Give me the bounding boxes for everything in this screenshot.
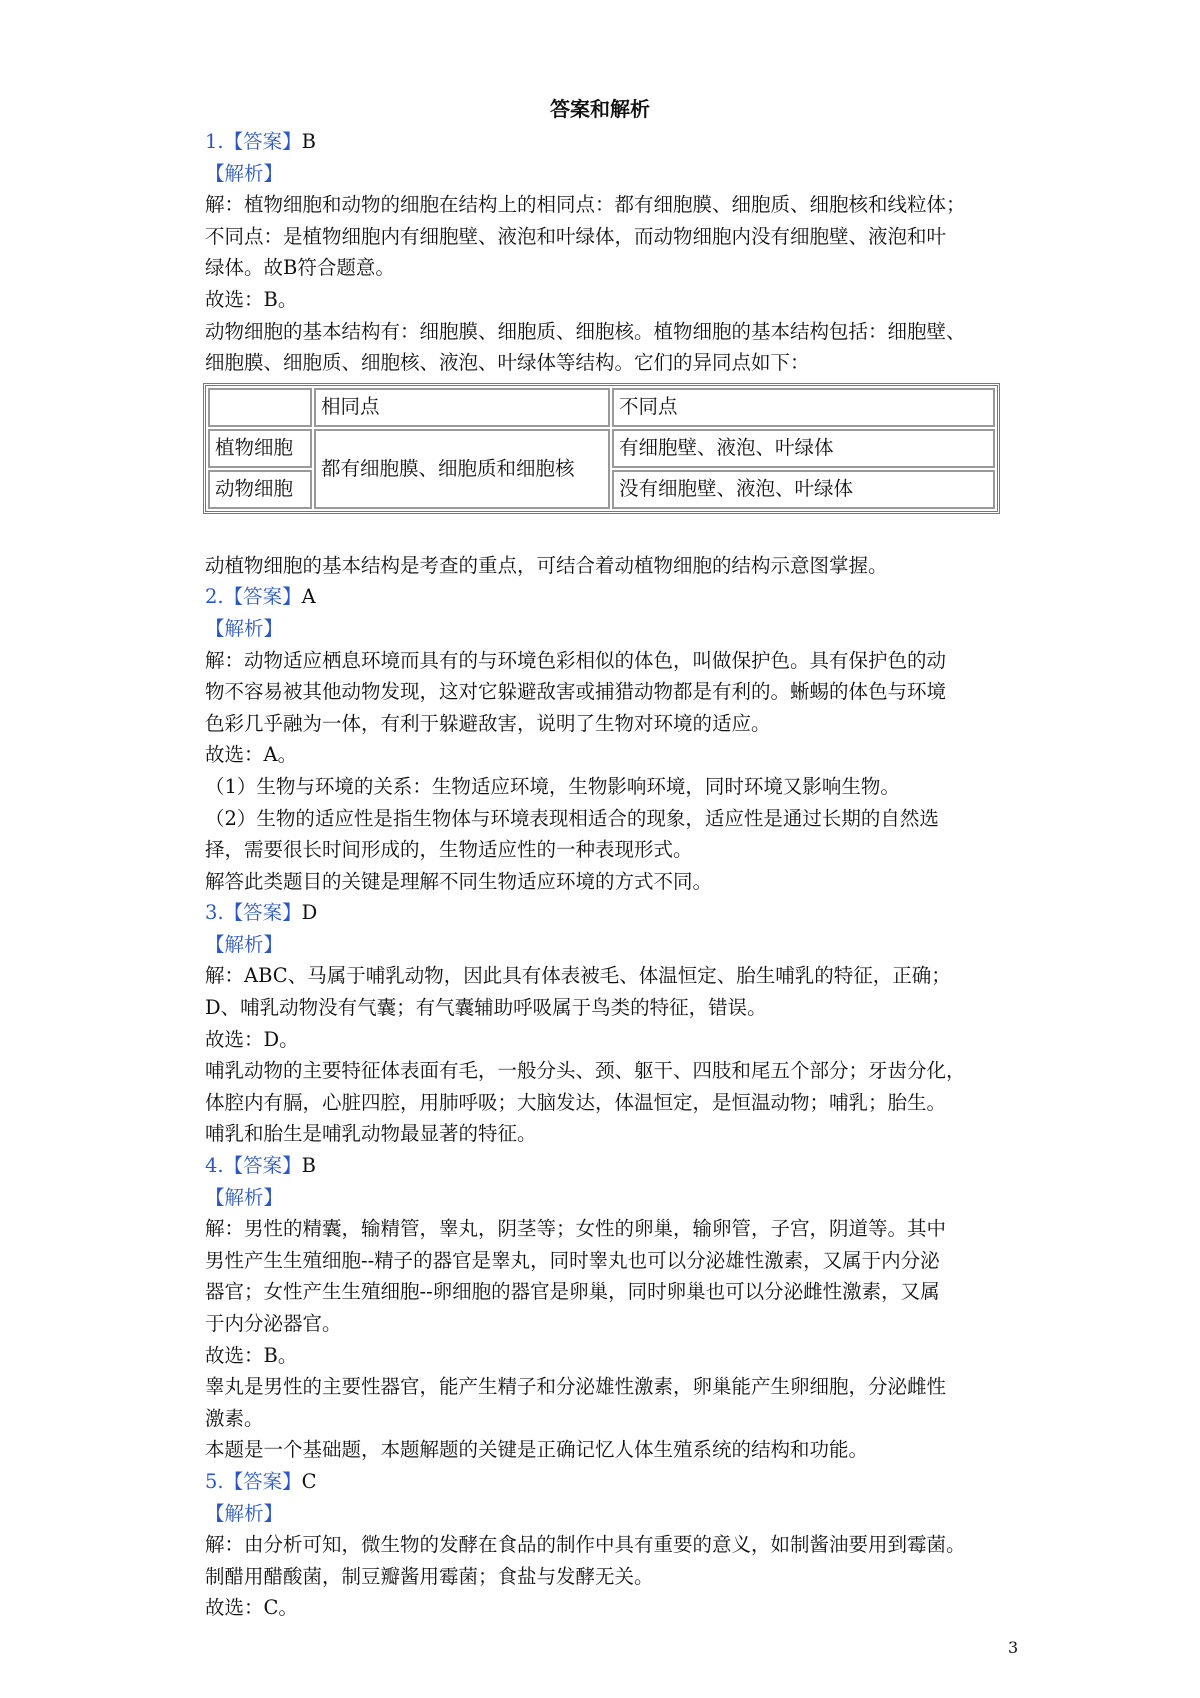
q1-analysis-label: 【解析】	[205, 161, 284, 185]
q3-line: 解：ABC、马属于哺乳动物，因此具有体表被毛、体温恒定、胎生哺乳的特征，正确；	[205, 964, 951, 988]
q2-analysis-label: 【解析】	[205, 616, 284, 640]
q5-line: 制醋用醋酸菌，制豆瓣酱用霉菌；食盐与发酵无关。	[205, 1564, 654, 1588]
comparison-table	[203, 383, 1000, 514]
q4-answer-label: 4.【答案】	[205, 1154, 302, 1178]
table-cell-same: 都有细胞膜、细胞质和细胞核	[314, 429, 610, 509]
q2-point-1: （1）生物与环境的关系：生物适应环境，生物影响环境，同时环境又影响生物。	[205, 774, 900, 798]
q5-answer-line	[205, 1466, 1005, 1498]
q3-line: D、哺乳动物没有气囊；有气囊辅助呼吸属于鸟类的特征，错误。	[205, 996, 767, 1020]
table-cell-plant-diff: 有细胞壁、液泡、叶绿体	[612, 429, 995, 468]
table-row-label-plant: 植物细胞	[208, 429, 312, 468]
q1-summary: 动植物细胞的基本结构是考查的重点，可结合着动植物细胞的结构示意图掌握。	[205, 553, 888, 577]
q4-answer: B	[301, 1154, 316, 1178]
table-header-same: 相同点	[314, 388, 610, 427]
q3-line: 哺乳动物的主要特征体表面有毛，一般分头、颈、躯干、四肢和尾五个部分；牙齿分化，	[205, 1059, 966, 1083]
q4-line: 睾丸是男性的主要性器官，能产生精子和分泌雄性激素，卵巢能产生卵细胞，分泌雌性	[205, 1375, 947, 1399]
q4-line: 解：男性的精囊，输精管，睾丸，阴茎等；女性的卵巢，输卵管，子宫，阴道等。其中	[205, 1217, 947, 1241]
q2-summary: 解答此类题目的关键是理解不同生物适应环境的方式不同。	[205, 869, 713, 893]
q4-answer-line	[205, 1150, 1005, 1182]
q5-analysis-label: 【解析】	[205, 1501, 284, 1525]
answer-content	[205, 126, 1005, 1624]
q5-answer: C	[301, 1469, 317, 1493]
q3-line: 故选：D。	[205, 1027, 299, 1051]
q2-line: 物不容易被其他动物发现，这对它躲避敌害或捕猎动物都是有利的。蜥蜴的体色与环境	[205, 680, 947, 704]
q3-answer: D	[301, 901, 318, 925]
q4-line: 于内分泌器官。	[205, 1312, 342, 1335]
q1-line: 解：植物细胞和动物的细胞在结构上的相同点：都有细胞膜、细胞质、细胞核和线粒体；	[205, 193, 966, 217]
table-header-blank	[208, 388, 312, 427]
table-row-label-animal: 动物细胞	[208, 470, 312, 509]
q3-line: 体腔内有膈，心脏四腔，用肺呼吸；大脑发达，体温恒定，是恒温动物；哺乳；胎生。	[205, 1090, 947, 1114]
page-number: 3	[1008, 1638, 1019, 1657]
q2-answer-line	[205, 581, 1005, 613]
q1-line: 故选：B。	[205, 287, 298, 311]
q1-line: 绿体。故B符合题意。	[205, 256, 395, 280]
q1-line: 动物细胞的基本结构有：细胞膜、细胞质、细胞核。植物细胞的基本结构包括：细胞壁、	[205, 319, 966, 343]
q2-line: 故选：A。	[205, 743, 298, 767]
q2-point-2a: （2）生物的适应性是指生物体与环境表现相适合的现象，适应性是通过长期的自然选	[205, 806, 939, 830]
q4-line: 本题是一个基础题，本题解题的关键是正确记忆人体生殖系统的结构和功能。	[205, 1438, 869, 1462]
page-title: 答案和解析	[550, 97, 650, 121]
q2-line: 色彩几乎融为一体，有利于躲避敌害，说明了生物对环境的适应。	[205, 711, 771, 735]
q2-point-2b: 择，需要很长时间形成的，生物适应性的一种表现形式。	[205, 838, 693, 862]
q4-line: 男性产生生殖细胞--精子的器官是睾丸，同时睾丸也可以分泌雄性激素，又属于内分泌	[205, 1248, 940, 1272]
q5-line: 解：由分析可知，微生物的发酵在食品的制作中具有重要的意义，如制酱油要用到霉菌。	[205, 1533, 966, 1557]
q3-answer-label: 3.【答案】	[205, 901, 302, 925]
q1-answer-line	[205, 126, 1005, 158]
q2-line: 解：动物适应栖息环境而具有的与环境色彩相似的体色，叫做保护色。具有保护色的动	[205, 648, 947, 672]
table-header-diff: 不同点	[612, 388, 995, 427]
q4-line: 故选：B。	[205, 1343, 298, 1367]
q2-answer: A	[301, 585, 316, 609]
q5-line: 故选：C。	[205, 1596, 298, 1620]
spacer	[205, 524, 1005, 550]
table-cell-animal-diff: 没有细胞壁、液泡、叶绿体	[612, 470, 995, 509]
q1-line: 不同点：是植物细胞内有细胞壁、液泡和叶绿体，而动物细胞内没有细胞壁、液泡和叶	[205, 224, 947, 248]
q5-answer-label: 5.【答案】	[205, 1469, 302, 1493]
table-row	[208, 429, 995, 468]
q4-line: 器官；女性产生生殖细胞--卵细胞的器官是卵巢，同时卵巢也可以分泌雌性激素，又属	[205, 1280, 940, 1304]
q3-analysis-label: 【解析】	[205, 932, 284, 956]
q1-answer-label: 1.【答案】	[205, 130, 302, 153]
q1-answer: B	[301, 130, 316, 153]
q1-line: 细胞膜、细胞质、细胞核、液泡、叶绿体等结构。它们的异同点如下：	[205, 351, 810, 375]
q2-answer-label: 2.【答案】	[205, 585, 302, 609]
q4-analysis-label: 【解析】	[205, 1185, 284, 1209]
q3-answer-line	[205, 897, 1005, 929]
table-row	[208, 388, 995, 427]
q3-line: 哺乳和胎生是哺乳动物最显著的特征。	[205, 1122, 537, 1146]
q4-line: 激素。	[205, 1406, 264, 1430]
